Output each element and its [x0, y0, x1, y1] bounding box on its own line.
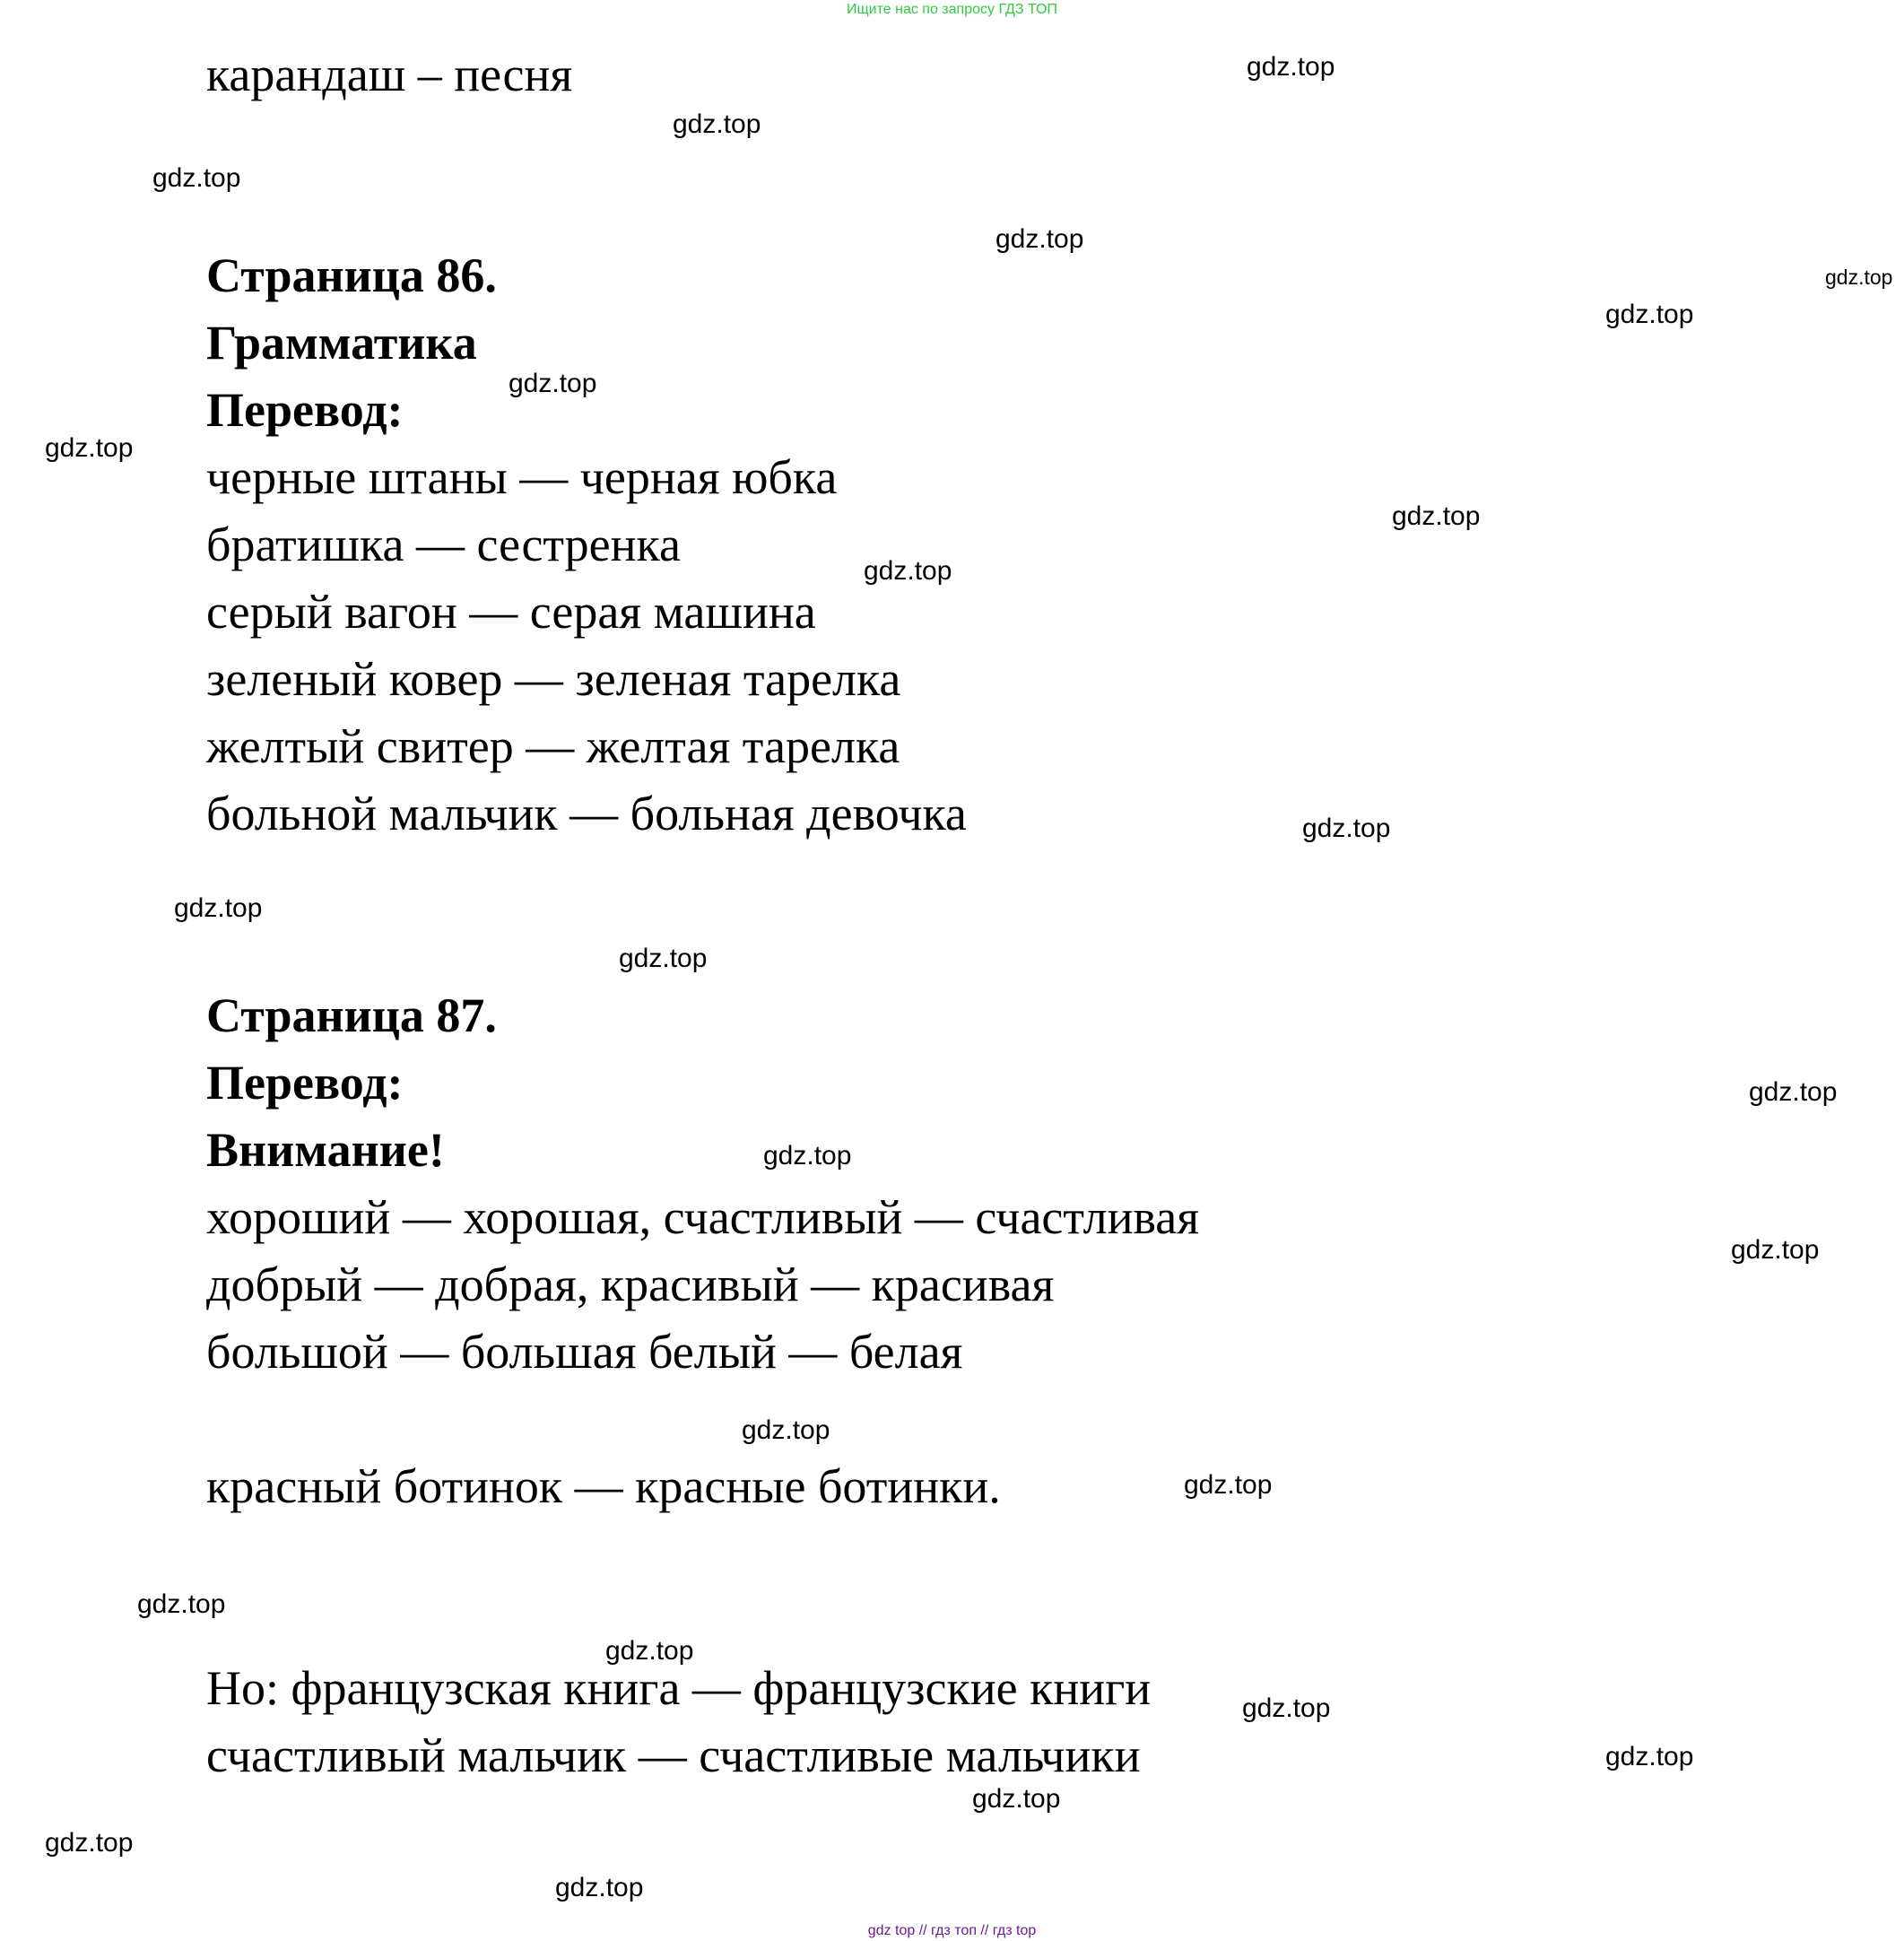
page-heading: Страница 87.: [206, 988, 497, 1042]
watermark: gdz.top: [864, 556, 952, 586]
watermark: gdz.top: [605, 1636, 694, 1666]
watermark: gdz.top: [509, 369, 597, 398]
text-line: красный ботинок — красные ботинки.: [206, 1459, 1001, 1513]
watermark: gdz.top: [1247, 52, 1335, 82]
text-line: черные штаны — черная юбка: [206, 450, 838, 504]
watermark: gdz.top: [763, 1141, 852, 1171]
watermark: gdz.top: [673, 109, 761, 139]
section-heading: Перевод:: [206, 383, 404, 437]
watermark: gdz.top: [1242, 1693, 1331, 1723]
watermark: gdz.top: [137, 1589, 226, 1619]
watermark: gdz.top: [1605, 1742, 1694, 1771]
text-line: большой — большая белый — белая: [206, 1325, 963, 1379]
watermark: gdz.top: [1392, 501, 1481, 531]
text-line: счастливый мальчик — счастливые мальчики: [206, 1728, 1141, 1782]
watermark: gdz.top: [1749, 1077, 1838, 1107]
watermark: gdz.top: [45, 433, 134, 463]
text-line: Но: французская книга — французские книги: [206, 1661, 1152, 1715]
watermark: gdz.top: [619, 944, 708, 973]
text-line: карандаш – песня: [206, 48, 573, 101]
bottom-banner: gdz top // гдз топ // гдз top: [867, 1923, 1037, 1938]
watermark: gdz.top: [1605, 300, 1694, 329]
section-heading: Внимание!: [206, 1123, 445, 1177]
watermark: gdz.top: [1302, 814, 1391, 843]
watermark: gdz.top: [174, 893, 263, 923]
watermark: gdz.top: [45, 1828, 134, 1858]
text-line: больной мальчик — больная девочка: [206, 787, 967, 840]
watermark: gdz.top: [152, 163, 241, 193]
text-line: братишка — сестренка: [206, 518, 681, 571]
watermark: gdz.top: [972, 1784, 1061, 1814]
section-heading: Перевод:: [206, 1056, 404, 1110]
watermark: gdz.top: [1184, 1470, 1273, 1500]
text-line: зеленый ковер — зеленая тарелка: [206, 652, 901, 706]
watermark: gdz.top: [742, 1415, 830, 1445]
watermark: gdz.top: [1825, 265, 1893, 289]
watermark: gdz.top: [1731, 1235, 1820, 1265]
section-heading: Грамматика: [206, 316, 477, 370]
watermark: gdz.top: [995, 224, 1084, 254]
top-banner: Ищите нас по запросу ГДЗ ТОП: [847, 2, 1057, 17]
text-line: серый вагон — серая машина: [206, 585, 816, 639]
text-line: добрый — добрая, красивый — красивая: [206, 1258, 1055, 1311]
watermark: gdz.top: [555, 1873, 644, 1902]
text-line: хороший — хорошая, счастливый — счастливая: [206, 1190, 1200, 1244]
page-heading: Страница 86.: [206, 248, 497, 302]
text-line: желтый свитер — желтая тарелка: [206, 719, 900, 773]
